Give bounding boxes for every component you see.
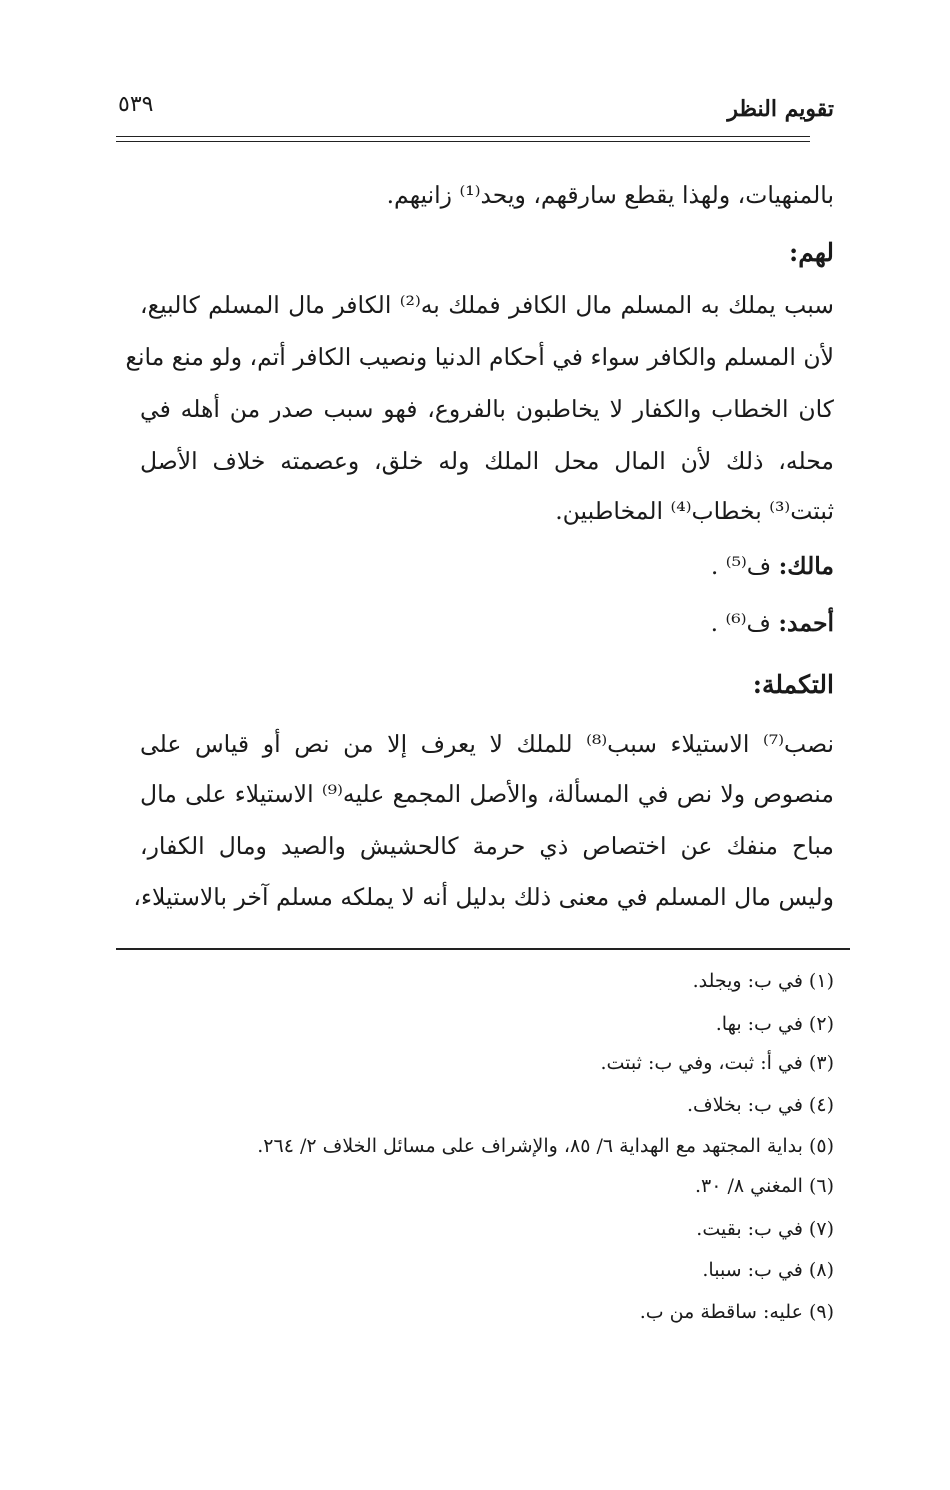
footnote: (٢) في ب: بها. bbox=[715, 1013, 834, 1035]
malik-label: مالك: bbox=[778, 552, 834, 580]
footnote: (٧) في ب: بقيت. bbox=[696, 1218, 834, 1240]
opinion-malik bbox=[140, 552, 834, 580]
footnote: (٣) في أ: ثبت، وفي ب: ثبتت. bbox=[600, 1052, 834, 1074]
body-line: نصب⁽⁷⁾ الاستيلاء سبب⁽⁸⁾ للملك لا يعرف إلا من نص أو قياس على bbox=[140, 730, 834, 758]
footnote: (٨) في ب: سببا. bbox=[702, 1259, 834, 1281]
running-header-title: تقويم النظر bbox=[727, 96, 834, 122]
body-line: كان الخطاب والكفار لا يخاطبون بالفروع، فهو سبب صدر من أهله في bbox=[140, 395, 834, 423]
page-number: ٥٣٩ bbox=[118, 92, 154, 117]
footnote: (٩) عليه: ساقطة من ب. bbox=[639, 1301, 834, 1323]
body-line: لأن المسلم والكافر سواء في أحكام الدنيا ونصيب الكافر أتم، ولو منع مانع bbox=[125, 343, 834, 371]
body-line: مباح منفك عن اختصاص ذي حرمة كالحشيش والصيد ومال الكفار، bbox=[140, 832, 834, 860]
body-line: وليس مال المسلم في معنى ذلك بدليل أنه لا يملكه مسلم آخر بالاستيلاء، bbox=[133, 883, 834, 911]
footnote-separator bbox=[116, 948, 850, 950]
header-rule-top bbox=[116, 136, 810, 137]
ahmad-value: ف⁽⁶⁾ . bbox=[710, 609, 771, 637]
body-line: منصوص ولا نص في المسألة، والأصل المجمع عليه⁽⁹⁾ الاستيلاء على مال bbox=[140, 780, 834, 808]
footnote: (٤) في ب: بخلاف. bbox=[686, 1094, 834, 1116]
malik-value: ف⁽⁵⁾ . bbox=[710, 552, 772, 580]
section-heading-takmila: التكملة: bbox=[752, 670, 834, 699]
footnote: (١) في ب: ويجلد. bbox=[692, 970, 834, 992]
footnote: (٦) المغني ٨/ ٣٠. bbox=[694, 1175, 834, 1197]
body-line: بالمنهيات، ولهذا يقطع سارقهم، ويحد⁽¹⁾ زانيهم. bbox=[386, 181, 834, 209]
footnote: (٥) بداية المجتهد مع الهداية ٦/ ٨٥، والإشراف على مسائل الخلاف ٢/ ٢٦٤. bbox=[257, 1135, 834, 1157]
ahmad-label: أحمد: bbox=[778, 609, 834, 637]
body-line: محله، ذلك لأن المال محل الملك وله خلق، وعصمته خلاف الأصل bbox=[140, 447, 834, 475]
body-line: سبب يملك به المسلم مال الكافر فملك به⁽²⁾ الكافر مال المسلم كالبيع، bbox=[140, 291, 834, 319]
section-heading-lahum: لهم: bbox=[788, 238, 834, 267]
body-line: ثبتت⁽³⁾ بخطاب⁽⁴⁾ المخاطبين. bbox=[555, 497, 834, 525]
opinion-ahmad bbox=[140, 609, 834, 637]
header-rule-bottom bbox=[116, 141, 810, 142]
